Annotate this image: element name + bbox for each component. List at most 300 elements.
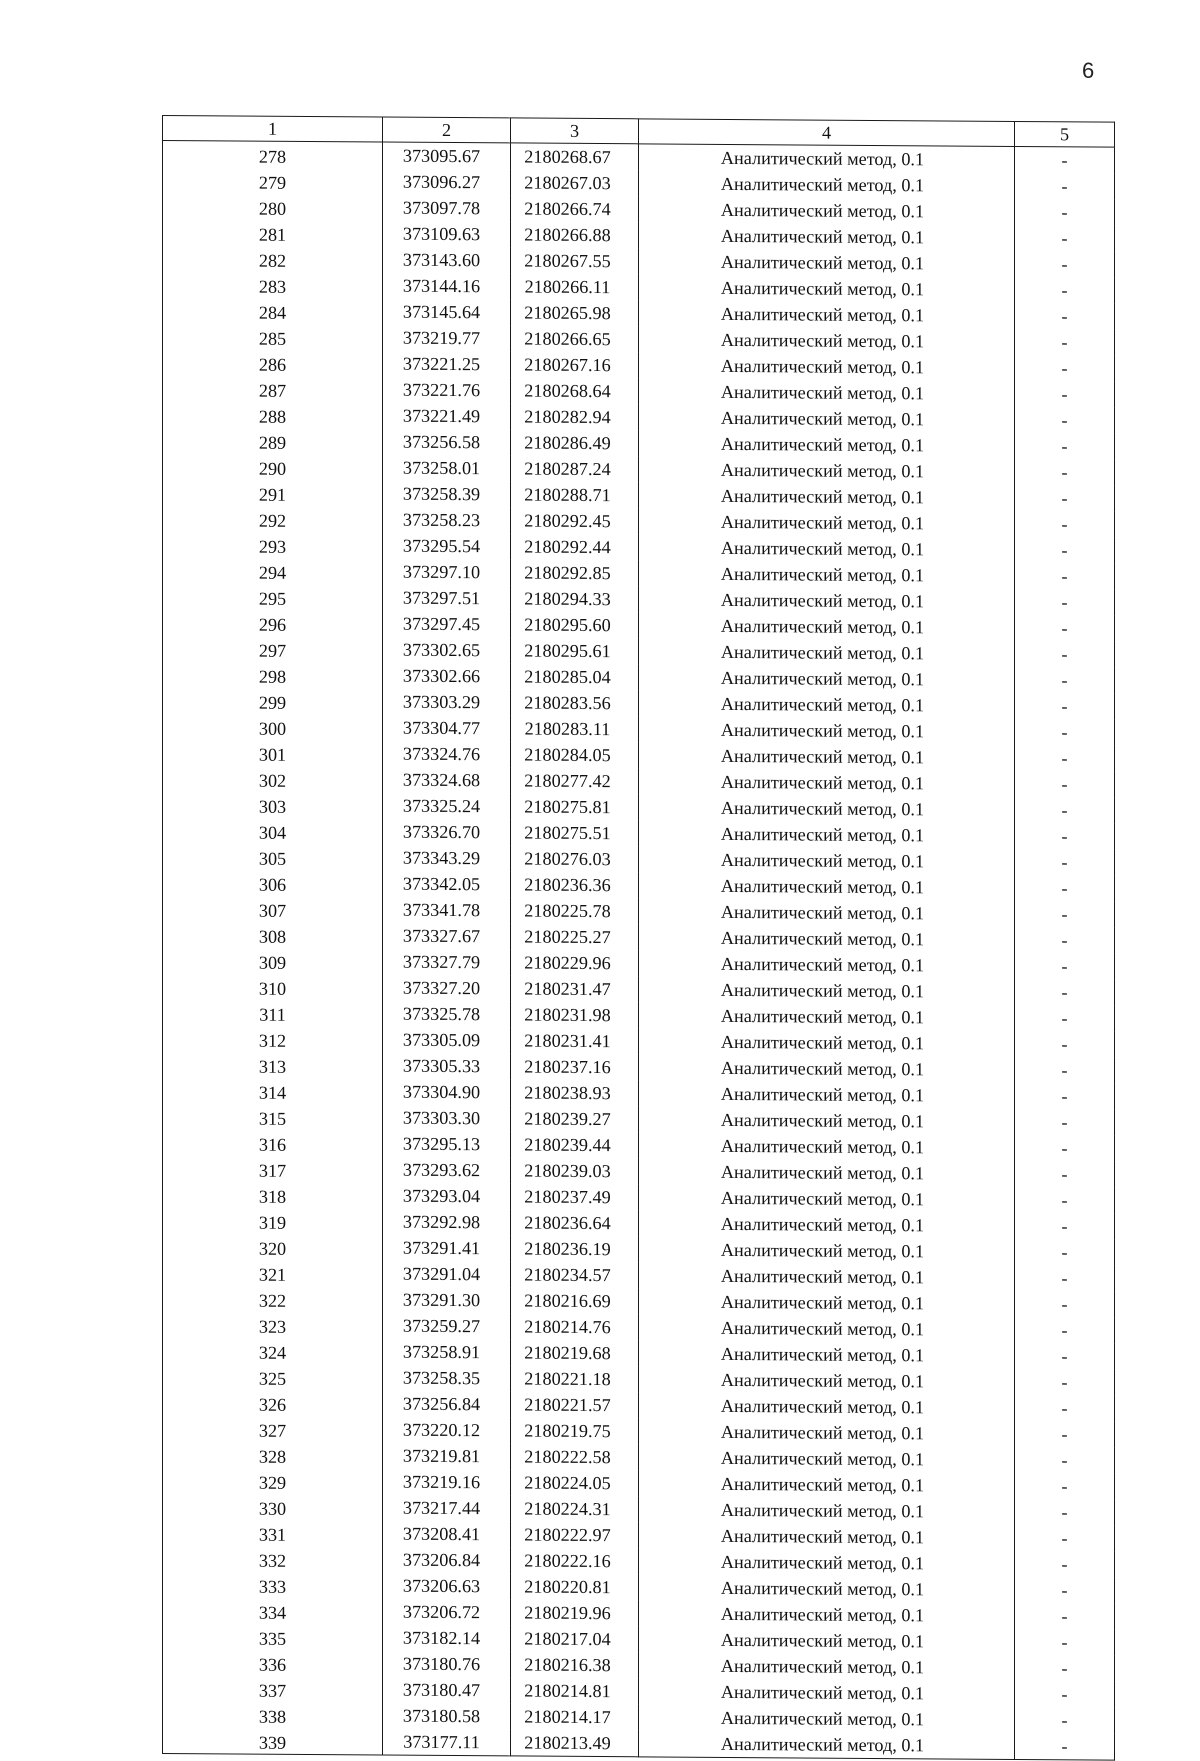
method-cell: Аналитический метод, 0.1 bbox=[639, 300, 1015, 329]
method-cell: Аналитический метод, 0.1 bbox=[639, 1418, 1015, 1447]
method-cell: Аналитический метод, 0.1 bbox=[639, 1262, 1015, 1291]
note-cell: - bbox=[1015, 901, 1115, 928]
method-cell: Аналитический метод, 0.1 bbox=[639, 1730, 1015, 1759]
page-number: 6 bbox=[1082, 58, 1095, 83]
point-number-cell: 306 bbox=[163, 869, 383, 897]
coordinate-y-cell: 2180284.05 bbox=[511, 741, 639, 768]
method-cell: Аналитический метод, 0.1 bbox=[639, 1054, 1015, 1083]
coordinate-y-cell: 2180283.11 bbox=[511, 715, 639, 742]
point-number-cell: 305 bbox=[163, 843, 383, 871]
coordinate-x-cell: 373291.30 bbox=[383, 1287, 511, 1314]
coordinate-y-cell: 2180225.27 bbox=[511, 923, 639, 950]
point-number-cell: 331 bbox=[163, 1519, 383, 1547]
coordinate-y-cell: 2180294.33 bbox=[511, 585, 639, 612]
point-number-cell: 310 bbox=[163, 973, 383, 1001]
method-cell: Аналитический метод, 0.1 bbox=[639, 1496, 1015, 1525]
point-number-cell: 295 bbox=[163, 583, 383, 611]
coordinate-y-cell: 2180231.47 bbox=[511, 975, 639, 1002]
note-cell: - bbox=[1015, 303, 1115, 330]
method-cell: Аналитический метод, 0.1 bbox=[639, 1106, 1015, 1135]
note-cell: - bbox=[1015, 1109, 1115, 1136]
point-number-cell: 325 bbox=[163, 1363, 383, 1391]
point-number-cell: 339 bbox=[163, 1727, 383, 1755]
coordinate-x-cell: 373291.04 bbox=[383, 1261, 511, 1288]
coordinate-x-cell: 373297.51 bbox=[383, 585, 511, 612]
point-number-cell: 317 bbox=[163, 1155, 383, 1183]
coordinate-y-cell: 2180292.44 bbox=[511, 533, 639, 560]
note-cell: - bbox=[1015, 1083, 1115, 1110]
table-row bbox=[163, 1727, 1115, 1760]
note-cell: - bbox=[1015, 1473, 1115, 1500]
method-cell: Аналитический метод, 0.1 bbox=[639, 1132, 1015, 1161]
coordinate-x-cell: 373258.23 bbox=[383, 507, 511, 534]
coordinate-y-cell: 2180292.45 bbox=[511, 507, 639, 534]
coordinate-x-cell: 373302.65 bbox=[383, 637, 511, 664]
note-cell: - bbox=[1015, 1603, 1115, 1630]
coordinate-x-cell: 373206.84 bbox=[383, 1547, 511, 1574]
coordinate-x-cell: 373180.76 bbox=[383, 1651, 511, 1678]
point-number-cell: 282 bbox=[163, 245, 383, 273]
method-cell: Аналитический метод, 0.1 bbox=[639, 586, 1015, 615]
point-number-cell: 337 bbox=[163, 1675, 383, 1703]
method-cell: Аналитический метод, 0.1 bbox=[639, 378, 1015, 407]
coordinate-y-cell: 2180266.11 bbox=[511, 273, 639, 300]
note-cell: - bbox=[1015, 1343, 1115, 1370]
note-cell: - bbox=[1015, 1525, 1115, 1552]
coordinate-y-cell: 2180239.44 bbox=[511, 1131, 639, 1158]
coordinate-x-cell: 373303.29 bbox=[383, 689, 511, 716]
note-cell: - bbox=[1015, 1421, 1115, 1448]
note-cell: - bbox=[1015, 745, 1115, 772]
column-header-5: 5 bbox=[1015, 121, 1115, 147]
method-cell: Аналитический метод, 0.1 bbox=[639, 1002, 1015, 1031]
coordinate-x-cell: 373182.14 bbox=[383, 1625, 511, 1652]
point-number-cell: 278 bbox=[163, 141, 383, 169]
note-cell: - bbox=[1015, 1681, 1115, 1708]
method-cell: Аналитический метод, 0.1 bbox=[639, 1314, 1015, 1343]
note-cell: - bbox=[1015, 615, 1115, 642]
coordinate-x-cell: 373304.90 bbox=[383, 1079, 511, 1106]
note-cell: - bbox=[1015, 693, 1115, 720]
point-number-cell: 307 bbox=[163, 895, 383, 923]
method-cell: Аналитический метод, 0.1 bbox=[639, 690, 1015, 719]
coordinate-x-cell: 373324.76 bbox=[383, 741, 511, 768]
point-number-cell: 319 bbox=[163, 1207, 383, 1235]
method-cell: Аналитический метод, 0.1 bbox=[639, 1626, 1015, 1655]
method-cell: Аналитический метод, 0.1 bbox=[639, 1288, 1015, 1317]
coordinate-y-cell: 2180217.04 bbox=[511, 1625, 639, 1652]
coordinate-x-cell: 373325.78 bbox=[383, 1001, 511, 1028]
note-cell: - bbox=[1015, 1057, 1115, 1084]
coordinate-y-cell: 2180268.67 bbox=[511, 143, 639, 170]
point-number-cell: 301 bbox=[163, 739, 383, 767]
note-cell: - bbox=[1015, 719, 1115, 746]
method-cell: Аналитический метод, 0.1 bbox=[639, 612, 1015, 641]
coordinate-y-cell: 2180282.94 bbox=[511, 403, 639, 430]
method-cell: Аналитический метод, 0.1 bbox=[639, 222, 1015, 251]
coordinate-y-cell: 2180266.65 bbox=[511, 325, 639, 352]
method-cell: Аналитический метод, 0.1 bbox=[639, 1236, 1015, 1265]
coordinate-x-cell: 373208.41 bbox=[383, 1521, 511, 1548]
point-number-cell: 309 bbox=[163, 947, 383, 975]
method-cell: Аналитический метод, 0.1 bbox=[639, 768, 1015, 797]
coordinate-x-cell: 373304.77 bbox=[383, 715, 511, 742]
point-number-cell: 334 bbox=[163, 1597, 383, 1625]
coordinate-x-cell: 373327.20 bbox=[383, 975, 511, 1002]
coordinate-y-cell: 2180266.74 bbox=[511, 195, 639, 222]
method-cell: Аналитический метод, 0.1 bbox=[639, 534, 1015, 563]
column-header-1: 1 bbox=[163, 116, 383, 143]
coordinate-x-cell: 373325.24 bbox=[383, 793, 511, 820]
coordinate-y-cell: 2180268.64 bbox=[511, 377, 639, 404]
point-number-cell: 308 bbox=[163, 921, 383, 949]
coordinate-x-cell: 373206.63 bbox=[383, 1573, 511, 1600]
point-number-cell: 324 bbox=[163, 1337, 383, 1365]
method-cell: Аналитический метод, 0.1 bbox=[639, 1392, 1015, 1421]
point-number-cell: 335 bbox=[163, 1623, 383, 1651]
coordinate-y-cell: 2180239.03 bbox=[511, 1157, 639, 1184]
coordinate-y-cell: 2180267.16 bbox=[511, 351, 639, 378]
coordinate-y-cell: 2180220.81 bbox=[511, 1573, 639, 1600]
coordinate-x-cell: 373256.58 bbox=[383, 429, 511, 456]
coordinate-y-cell: 2180216.69 bbox=[511, 1287, 639, 1314]
coordinate-x-cell: 373221.76 bbox=[383, 377, 511, 404]
method-cell: Аналитический метод, 0.1 bbox=[639, 482, 1015, 511]
point-number-cell: 298 bbox=[163, 661, 383, 689]
coordinate-x-cell: 373258.35 bbox=[383, 1365, 511, 1392]
point-number-cell: 314 bbox=[163, 1077, 383, 1105]
note-cell: - bbox=[1015, 1447, 1115, 1474]
method-cell: Аналитический метод, 0.1 bbox=[639, 872, 1015, 901]
coordinate-y-cell: 2180238.93 bbox=[511, 1079, 639, 1106]
coordinate-x-cell: 373096.27 bbox=[383, 169, 511, 196]
coordinate-y-cell: 2180231.98 bbox=[511, 1001, 639, 1028]
coordinate-y-cell: 2180295.60 bbox=[511, 611, 639, 638]
note-cell: - bbox=[1015, 329, 1115, 356]
coordinate-x-cell: 373144.16 bbox=[383, 273, 511, 300]
coordinate-x-cell: 373302.66 bbox=[383, 663, 511, 690]
coordinate-x-cell: 373256.84 bbox=[383, 1391, 511, 1418]
coordinate-x-cell: 373217.44 bbox=[383, 1495, 511, 1522]
coordinate-x-cell: 373220.12 bbox=[383, 1417, 511, 1444]
coordinate-x-cell: 373097.78 bbox=[383, 195, 511, 222]
method-cell: Аналитический метод, 0.1 bbox=[639, 170, 1015, 199]
note-cell: - bbox=[1015, 1161, 1115, 1188]
coordinate-x-cell: 373109.63 bbox=[383, 221, 511, 248]
note-cell: - bbox=[1015, 459, 1115, 486]
note-cell: - bbox=[1015, 1005, 1115, 1032]
note-cell: - bbox=[1015, 1655, 1115, 1682]
method-cell: Аналитический метод, 0.1 bbox=[639, 1652, 1015, 1681]
coordinate-x-cell: 373143.60 bbox=[383, 247, 511, 274]
note-cell: - bbox=[1015, 1733, 1115, 1760]
coordinate-x-cell: 373206.72 bbox=[383, 1599, 511, 1626]
method-cell: Аналитический метод, 0.1 bbox=[639, 846, 1015, 875]
note-cell: - bbox=[1015, 1499, 1115, 1526]
coordinate-y-cell: 2180265.98 bbox=[511, 299, 639, 326]
coordinate-y-cell: 2180222.58 bbox=[511, 1443, 639, 1470]
coordinate-x-cell: 373258.01 bbox=[383, 455, 511, 482]
note-cell: - bbox=[1015, 173, 1115, 200]
coordinates-table bbox=[162, 115, 1115, 1761]
note-cell: - bbox=[1015, 1369, 1115, 1396]
note-cell: - bbox=[1015, 589, 1115, 616]
method-cell: Аналитический метод, 0.1 bbox=[639, 1522, 1015, 1551]
note-cell: - bbox=[1015, 667, 1115, 694]
method-cell: Аналитический метод, 0.1 bbox=[639, 1678, 1015, 1707]
point-number-cell: 288 bbox=[163, 401, 383, 429]
coordinate-y-cell: 2180214.76 bbox=[511, 1313, 639, 1340]
coordinate-x-cell: 373293.62 bbox=[383, 1157, 511, 1184]
note-cell: - bbox=[1015, 927, 1115, 954]
coordinate-y-cell: 2180285.04 bbox=[511, 663, 639, 690]
coordinate-x-cell: 373327.67 bbox=[383, 923, 511, 950]
note-cell: - bbox=[1015, 823, 1115, 850]
coordinate-x-cell: 373343.29 bbox=[383, 845, 511, 872]
method-cell: Аналитический метод, 0.1 bbox=[639, 430, 1015, 459]
point-number-cell: 291 bbox=[163, 479, 383, 507]
note-cell: - bbox=[1015, 953, 1115, 980]
note-cell: - bbox=[1015, 1187, 1115, 1214]
note-cell: - bbox=[1015, 1551, 1115, 1578]
note-cell: - bbox=[1015, 225, 1115, 252]
note-cell: - bbox=[1015, 1577, 1115, 1604]
point-number-cell: 323 bbox=[163, 1311, 383, 1339]
method-cell: Аналитический метод, 0.1 bbox=[639, 456, 1015, 485]
point-number-cell: 300 bbox=[163, 713, 383, 741]
method-cell: Аналитический метод, 0.1 bbox=[639, 560, 1015, 589]
coordinate-x-cell: 373221.49 bbox=[383, 403, 511, 430]
coordinate-y-cell: 2180275.81 bbox=[511, 793, 639, 820]
method-cell: Аналитический метод, 0.1 bbox=[639, 638, 1015, 667]
table-body bbox=[163, 141, 1115, 1761]
note-cell: - bbox=[1015, 875, 1115, 902]
coordinate-y-cell: 2180283.56 bbox=[511, 689, 639, 716]
coordinate-y-cell: 2180288.71 bbox=[511, 481, 639, 508]
coordinate-x-cell: 373305.09 bbox=[383, 1027, 511, 1054]
coordinate-y-cell: 2180267.03 bbox=[511, 169, 639, 196]
note-cell: - bbox=[1015, 1707, 1115, 1734]
coordinate-y-cell: 2180214.81 bbox=[511, 1677, 639, 1704]
point-number-cell: 294 bbox=[163, 557, 383, 585]
note-cell: - bbox=[1015, 511, 1115, 538]
coordinate-x-cell: 373258.39 bbox=[383, 481, 511, 508]
point-number-cell: 338 bbox=[163, 1701, 383, 1729]
coordinate-y-cell: 2180216.38 bbox=[511, 1651, 639, 1678]
coordinate-y-cell: 2180236.64 bbox=[511, 1209, 639, 1236]
coordinate-x-cell: 373295.54 bbox=[383, 533, 511, 560]
point-number-cell: 297 bbox=[163, 635, 383, 663]
note-cell: - bbox=[1015, 849, 1115, 876]
note-cell: - bbox=[1015, 381, 1115, 408]
coordinate-y-cell: 2180276.03 bbox=[511, 845, 639, 872]
point-number-cell: 312 bbox=[163, 1025, 383, 1053]
method-cell: Аналитический метод, 0.1 bbox=[639, 1184, 1015, 1213]
method-cell: Аналитический метод, 0.1 bbox=[639, 950, 1015, 979]
coordinate-y-cell: 2180295.61 bbox=[511, 637, 639, 664]
coordinate-y-cell: 2180229.96 bbox=[511, 949, 639, 976]
point-number-cell: 336 bbox=[163, 1649, 383, 1677]
coordinate-x-cell: 373291.41 bbox=[383, 1235, 511, 1262]
note-cell: - bbox=[1015, 1213, 1115, 1240]
note-cell: - bbox=[1015, 797, 1115, 824]
coordinate-x-cell: 373297.45 bbox=[383, 611, 511, 638]
coordinate-x-cell: 373327.79 bbox=[383, 949, 511, 976]
point-number-cell: 304 bbox=[163, 817, 383, 845]
point-number-cell: 332 bbox=[163, 1545, 383, 1573]
coordinate-x-cell: 373095.67 bbox=[383, 142, 511, 169]
method-cell: Аналитический метод, 0.1 bbox=[639, 924, 1015, 953]
point-number-cell: 280 bbox=[163, 193, 383, 221]
method-cell: Аналитический метод, 0.1 bbox=[639, 352, 1015, 381]
coordinate-x-cell: 373305.33 bbox=[383, 1053, 511, 1080]
method-cell: Аналитический метод, 0.1 bbox=[639, 794, 1015, 823]
coordinate-y-cell: 2180275.51 bbox=[511, 819, 639, 846]
coordinate-x-cell: 373219.16 bbox=[383, 1469, 511, 1496]
point-number-cell: 296 bbox=[163, 609, 383, 637]
coordinate-y-cell: 2180286.49 bbox=[511, 429, 639, 456]
column-header-4: 4 bbox=[639, 119, 1015, 147]
note-cell: - bbox=[1015, 199, 1115, 226]
point-number-cell: 316 bbox=[163, 1129, 383, 1157]
coordinate-y-cell: 2180267.55 bbox=[511, 247, 639, 274]
point-number-cell: 313 bbox=[163, 1051, 383, 1079]
method-cell: Аналитический метод, 0.1 bbox=[639, 1210, 1015, 1239]
coordinate-y-cell: 2180236.36 bbox=[511, 871, 639, 898]
coordinate-y-cell: 2180219.96 bbox=[511, 1599, 639, 1626]
coordinate-y-cell: 2180237.16 bbox=[511, 1053, 639, 1080]
coordinate-x-cell: 373219.77 bbox=[383, 325, 511, 352]
note-cell: - bbox=[1015, 1291, 1115, 1318]
point-number-cell: 321 bbox=[163, 1259, 383, 1287]
method-cell: Аналитический метод, 0.1 bbox=[639, 716, 1015, 745]
method-cell: Аналитический метод, 0.1 bbox=[639, 820, 1015, 849]
coordinate-x-cell: 373324.68 bbox=[383, 767, 511, 794]
coordinate-y-cell: 2180266.88 bbox=[511, 221, 639, 248]
point-number-cell: 292 bbox=[163, 505, 383, 533]
method-cell: Аналитический метод, 0.1 bbox=[639, 1028, 1015, 1057]
method-cell: Аналитический метод, 0.1 bbox=[639, 1444, 1015, 1473]
coordinate-y-cell: 2180221.18 bbox=[511, 1365, 639, 1392]
method-cell: Аналитический метод, 0.1 bbox=[639, 1548, 1015, 1577]
point-number-cell: 279 bbox=[163, 167, 383, 195]
note-cell: - bbox=[1015, 563, 1115, 590]
coordinate-y-cell: 2180213.49 bbox=[511, 1729, 639, 1756]
coordinate-y-cell: 2180231.41 bbox=[511, 1027, 639, 1054]
coordinate-y-cell: 2180221.57 bbox=[511, 1391, 639, 1418]
note-cell: - bbox=[1015, 146, 1115, 173]
coordinate-x-cell: 373297.10 bbox=[383, 559, 511, 586]
note-cell: - bbox=[1015, 1031, 1115, 1058]
point-number-cell: 302 bbox=[163, 765, 383, 793]
coordinate-x-cell: 373292.98 bbox=[383, 1209, 511, 1236]
coordinate-x-cell: 373180.47 bbox=[383, 1677, 511, 1704]
point-number-cell: 284 bbox=[163, 297, 383, 325]
coordinate-x-cell: 373177.11 bbox=[383, 1729, 511, 1756]
coordinate-y-cell: 2180234.57 bbox=[511, 1261, 639, 1288]
method-cell: Аналитический метод, 0.1 bbox=[639, 274, 1015, 303]
coordinate-y-cell: 2180287.24 bbox=[511, 455, 639, 482]
coordinate-x-cell: 373342.05 bbox=[383, 871, 511, 898]
method-cell: Аналитический метод, 0.1 bbox=[639, 404, 1015, 433]
coordinate-y-cell: 2180292.85 bbox=[511, 559, 639, 586]
note-cell: - bbox=[1015, 407, 1115, 434]
coordinate-y-cell: 2180222.97 bbox=[511, 1521, 639, 1548]
coordinate-y-cell: 2180224.05 bbox=[511, 1469, 639, 1496]
coordinate-y-cell: 2180239.27 bbox=[511, 1105, 639, 1132]
coordinate-y-cell: 2180277.42 bbox=[511, 767, 639, 794]
note-cell: - bbox=[1015, 1135, 1115, 1162]
note-cell: - bbox=[1015, 355, 1115, 382]
point-number-cell: 327 bbox=[163, 1415, 383, 1443]
point-number-cell: 285 bbox=[163, 323, 383, 351]
note-cell: - bbox=[1015, 1395, 1115, 1422]
point-number-cell: 290 bbox=[163, 453, 383, 481]
coordinate-x-cell: 373259.27 bbox=[383, 1313, 511, 1340]
coordinate-x-cell: 373180.58 bbox=[383, 1703, 511, 1730]
point-number-cell: 320 bbox=[163, 1233, 383, 1261]
method-cell: Аналитический метод, 0.1 bbox=[639, 1080, 1015, 1109]
method-cell: Аналитический метод, 0.1 bbox=[639, 326, 1015, 355]
note-cell: - bbox=[1015, 485, 1115, 512]
method-cell: Аналитический метод, 0.1 bbox=[639, 1704, 1015, 1733]
point-number-cell: 311 bbox=[163, 999, 383, 1027]
point-number-cell: 329 bbox=[163, 1467, 383, 1495]
coordinate-x-cell: 373326.70 bbox=[383, 819, 511, 846]
method-cell: Аналитический метод, 0.1 bbox=[639, 898, 1015, 927]
coordinate-x-cell: 373303.30 bbox=[383, 1105, 511, 1132]
point-number-cell: 281 bbox=[163, 219, 383, 247]
point-number-cell: 318 bbox=[163, 1181, 383, 1209]
coordinate-x-cell: 373219.81 bbox=[383, 1443, 511, 1470]
method-cell: Аналитический метод, 0.1 bbox=[639, 144, 1015, 173]
coordinate-y-cell: 2180236.19 bbox=[511, 1235, 639, 1262]
method-cell: Аналитический метод, 0.1 bbox=[639, 1340, 1015, 1369]
point-number-cell: 283 bbox=[163, 271, 383, 299]
note-cell: - bbox=[1015, 537, 1115, 564]
coordinate-x-cell: 373293.04 bbox=[383, 1183, 511, 1210]
point-number-cell: 330 bbox=[163, 1493, 383, 1521]
coordinate-x-cell: 373145.64 bbox=[383, 299, 511, 326]
note-cell: - bbox=[1015, 1629, 1115, 1656]
method-cell: Аналитический метод, 0.1 bbox=[639, 1574, 1015, 1603]
coordinate-y-cell: 2180222.16 bbox=[511, 1547, 639, 1574]
point-number-cell: 326 bbox=[163, 1389, 383, 1417]
method-cell: Аналитический метод, 0.1 bbox=[639, 664, 1015, 693]
note-cell: - bbox=[1015, 1317, 1115, 1344]
point-number-cell: 293 bbox=[163, 531, 383, 559]
point-number-cell: 315 bbox=[163, 1103, 383, 1131]
coordinate-y-cell: 2180219.68 bbox=[511, 1339, 639, 1366]
point-number-cell: 286 bbox=[163, 349, 383, 377]
note-cell: - bbox=[1015, 433, 1115, 460]
method-cell: Аналитический метод, 0.1 bbox=[639, 248, 1015, 277]
method-cell: Аналитический метод, 0.1 bbox=[639, 1470, 1015, 1499]
method-cell: Аналитический метод, 0.1 bbox=[639, 508, 1015, 537]
note-cell: - bbox=[1015, 1265, 1115, 1292]
method-cell: Аналитический метод, 0.1 bbox=[639, 976, 1015, 1005]
coordinate-y-cell: 2180225.78 bbox=[511, 897, 639, 924]
method-cell: Аналитический метод, 0.1 bbox=[639, 196, 1015, 225]
note-cell: - bbox=[1015, 1239, 1115, 1266]
coordinate-y-cell: 2180237.49 bbox=[511, 1183, 639, 1210]
coordinate-x-cell: 373341.78 bbox=[383, 897, 511, 924]
note-cell: - bbox=[1015, 771, 1115, 798]
coordinate-y-cell: 2180219.75 bbox=[511, 1417, 639, 1444]
point-number-cell: 322 bbox=[163, 1285, 383, 1313]
note-cell: - bbox=[1015, 641, 1115, 668]
method-cell: Аналитический метод, 0.1 bbox=[639, 1366, 1015, 1395]
